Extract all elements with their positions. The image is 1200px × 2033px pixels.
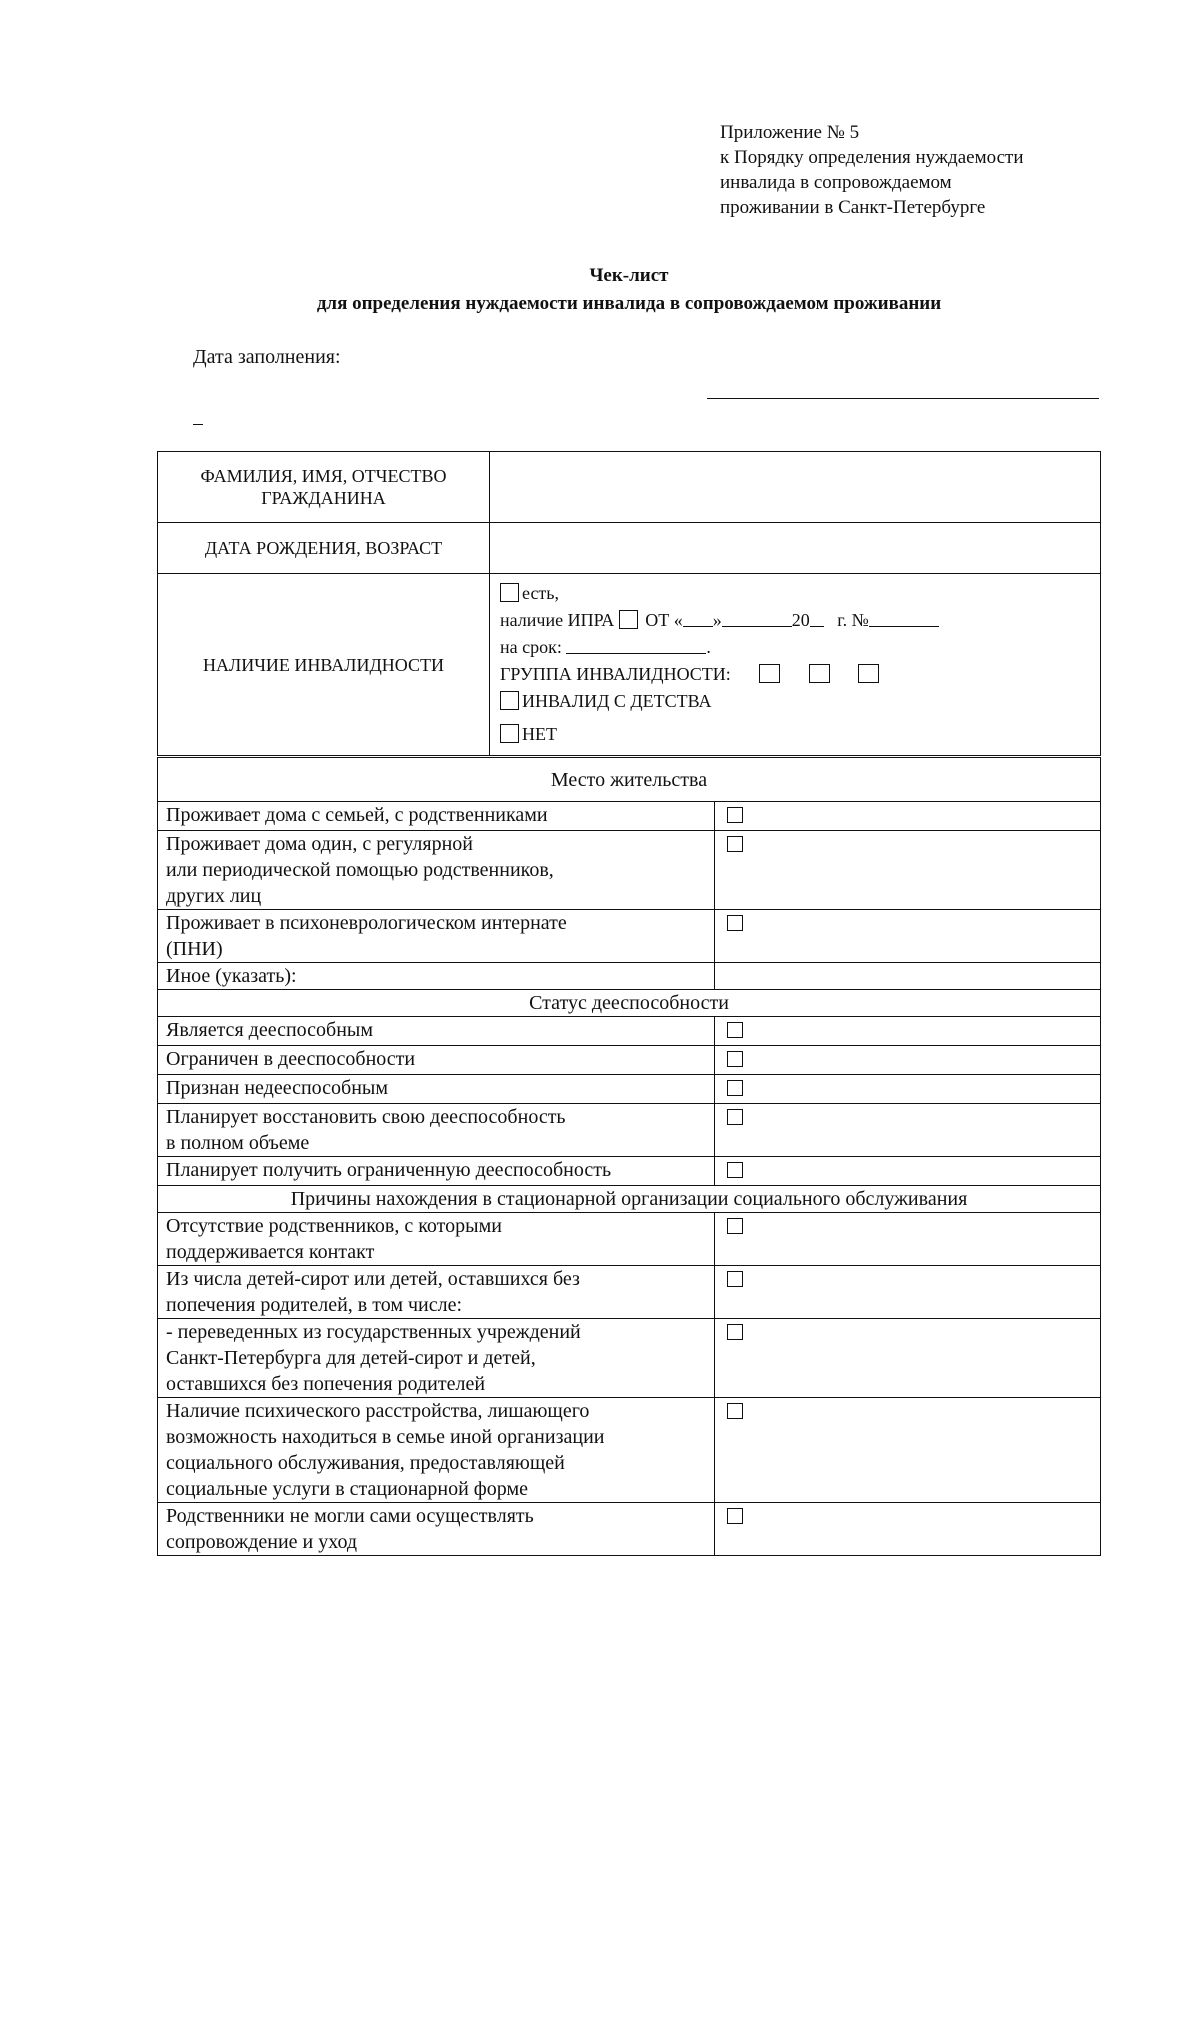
checklist-row-label: Планирует получить ограниченную дееспособность	[158, 1157, 715, 1186]
checklist-row-checkbox-cell	[715, 1503, 1101, 1556]
checklist-row-label: Иное (указать):	[158, 963, 715, 990]
fio-label: ФАМИЛИЯ, ИМЯ, ОТЧЕСТВО ГРАЖДАНИНА	[158, 452, 490, 523]
checklist-row-checkbox-cell	[715, 1046, 1101, 1075]
checkbox[interactable]	[727, 1403, 743, 1419]
appendix-line: проживании в Санкт-Петербурге	[720, 197, 986, 218]
checkbox[interactable]	[727, 836, 743, 852]
appendix-header	[720, 120, 1024, 220]
checkbox[interactable]	[727, 1162, 743, 1178]
ipra-day-field[interactable]	[683, 610, 713, 627]
ipra-month-field[interactable]	[722, 610, 792, 627]
checklist-row-checkbox-cell	[715, 1017, 1101, 1046]
appendix-line: Приложение № 5	[720, 122, 860, 143]
other-specify-field[interactable]	[715, 963, 1101, 990]
checklist-row-checkbox-cell	[715, 831, 1101, 910]
term-field[interactable]	[566, 637, 706, 654]
checkbox[interactable]	[727, 1109, 743, 1125]
fio-field[interactable]	[490, 452, 1101, 523]
checklist-row-label: Проживает дома с семьей, с родственниками	[158, 802, 715, 831]
checklist-table	[157, 757, 1101, 1556]
fill-date-label: Дата заполнения:	[193, 346, 341, 368]
checkbox[interactable]	[727, 915, 743, 931]
term-label: на срок:	[500, 636, 562, 657]
checklist-row-checkbox-cell	[715, 802, 1101, 831]
checklist-row-label: Проживает дома один, с регулярной или периодической помощью родственников, других лиц	[158, 831, 715, 910]
appendix-line: инвалида в сопровождаемом	[720, 172, 952, 193]
checkbox[interactable]	[727, 1271, 743, 1287]
checklist-row-checkbox-cell	[715, 1075, 1101, 1104]
document-title	[0, 262, 1200, 318]
checkbox[interactable]	[727, 1022, 743, 1038]
checklist-row-checkbox-cell	[715, 1319, 1101, 1398]
checkbox[interactable]	[727, 1324, 743, 1340]
dash-mark	[193, 424, 203, 425]
childhood-checkbox[interactable]	[500, 691, 519, 710]
checklist-row-label: Ограничен в дееспособности	[158, 1046, 715, 1075]
checklist-row-checkbox-cell	[715, 910, 1101, 963]
checkbox[interactable]	[727, 807, 743, 823]
childhood-label: ИНВАЛИД С ДЕТСТВА	[522, 690, 712, 711]
ipra-number-label: г. №	[837, 609, 869, 630]
title-line-1: Чек-лист	[589, 265, 669, 286]
disability-cell: есть, наличие ИПРА ОТ « » 20 г. № на срок: . ГРУППА ИНВАЛИДНОСТИ: ИНВАЛИД С ДЕТСТВА НЕТ	[490, 574, 1101, 756]
group-3-checkbox[interactable]	[858, 664, 879, 683]
checklist-row-checkbox-cell	[715, 1266, 1101, 1319]
ipra-number-field[interactable]	[869, 610, 939, 627]
disability-no-checkbox[interactable]	[500, 724, 519, 743]
ipra-from-label: ОТ «	[645, 609, 683, 630]
birth-field[interactable]	[490, 523, 1101, 574]
checklist-row-label: Планирует восстановить свою дееспособность в полном объеме	[158, 1104, 715, 1157]
checklist-row-label: Наличие психического расстройства, лишающего возможность находиться в семье иной организации социального обслуживания, предоставляющей социальные услуги в стационарной форме	[158, 1398, 715, 1503]
appendix-line: к Порядку определения нуждаемости	[720, 147, 1024, 168]
checklist-row-checkbox-cell	[715, 1157, 1101, 1186]
disability-yes-checkbox[interactable]	[500, 583, 519, 602]
checkbox[interactable]	[727, 1051, 743, 1067]
checklist-row-checkbox-cell	[715, 1213, 1101, 1266]
disability-yes-label: есть,	[522, 582, 560, 603]
checkbox[interactable]	[727, 1080, 743, 1096]
section-header-reasons: Причины нахождения в стационарной организации социального обслуживания	[158, 1186, 1101, 1213]
checklist-row-checkbox-cell	[715, 1398, 1101, 1503]
ipra-label: наличие ИПРА	[500, 609, 615, 630]
checklist-row-label: Проживает в психоневрологическом интернате (ПНИ)	[158, 910, 715, 963]
checklist-row-label: Является дееспособным	[158, 1017, 715, 1046]
section-header-residence: Место жительства	[158, 758, 1101, 802]
ipra-year-field[interactable]	[810, 610, 824, 627]
citizen-info-table	[157, 451, 1101, 756]
checkbox[interactable]	[727, 1508, 743, 1524]
ipra-checkbox[interactable]	[619, 610, 638, 629]
group-label: ГРУППА ИНВАЛИДНОСТИ:	[500, 663, 731, 684]
group-1-checkbox[interactable]	[759, 664, 780, 683]
checklist-row-label: Родственники не могли сами осуществлять сопровождение и уход	[158, 1503, 715, 1556]
checklist-row-label: Признан недееспособным	[158, 1075, 715, 1104]
ipra-mid-label: »	[712, 609, 722, 630]
section-header-capacity: Статус дееспособности	[158, 990, 1101, 1017]
title-line-2: для определения нуждаемости инвалида в сопровождаемом проживании	[316, 293, 942, 314]
checklist-row-label: - переведенных из государственных учреждений Санкт-Петербурга для детей-сирот и детей, оставшихся без попечения родителей	[158, 1319, 715, 1398]
disability-no-label: НЕТ	[522, 723, 557, 744]
fill-date-field[interactable]	[707, 398, 1099, 399]
checklist-row-label: Отсутствие родственников, с которыми поддерживается контакт	[158, 1213, 715, 1266]
checklist-row-label: Из числа детей-сирот или детей, оставшихся без попечения родителей, в том числе:	[158, 1266, 715, 1319]
checkbox[interactable]	[727, 1218, 743, 1234]
ipra-year-label: 20	[791, 609, 810, 630]
birth-label: ДАТА РОЖДЕНИЯ, ВОЗРАСТ	[158, 523, 490, 574]
checklist-row-checkbox-cell	[715, 1104, 1101, 1157]
disability-label: НАЛИЧИЕ ИНВАЛИДНОСТИ	[158, 574, 490, 756]
group-2-checkbox[interactable]	[809, 664, 830, 683]
